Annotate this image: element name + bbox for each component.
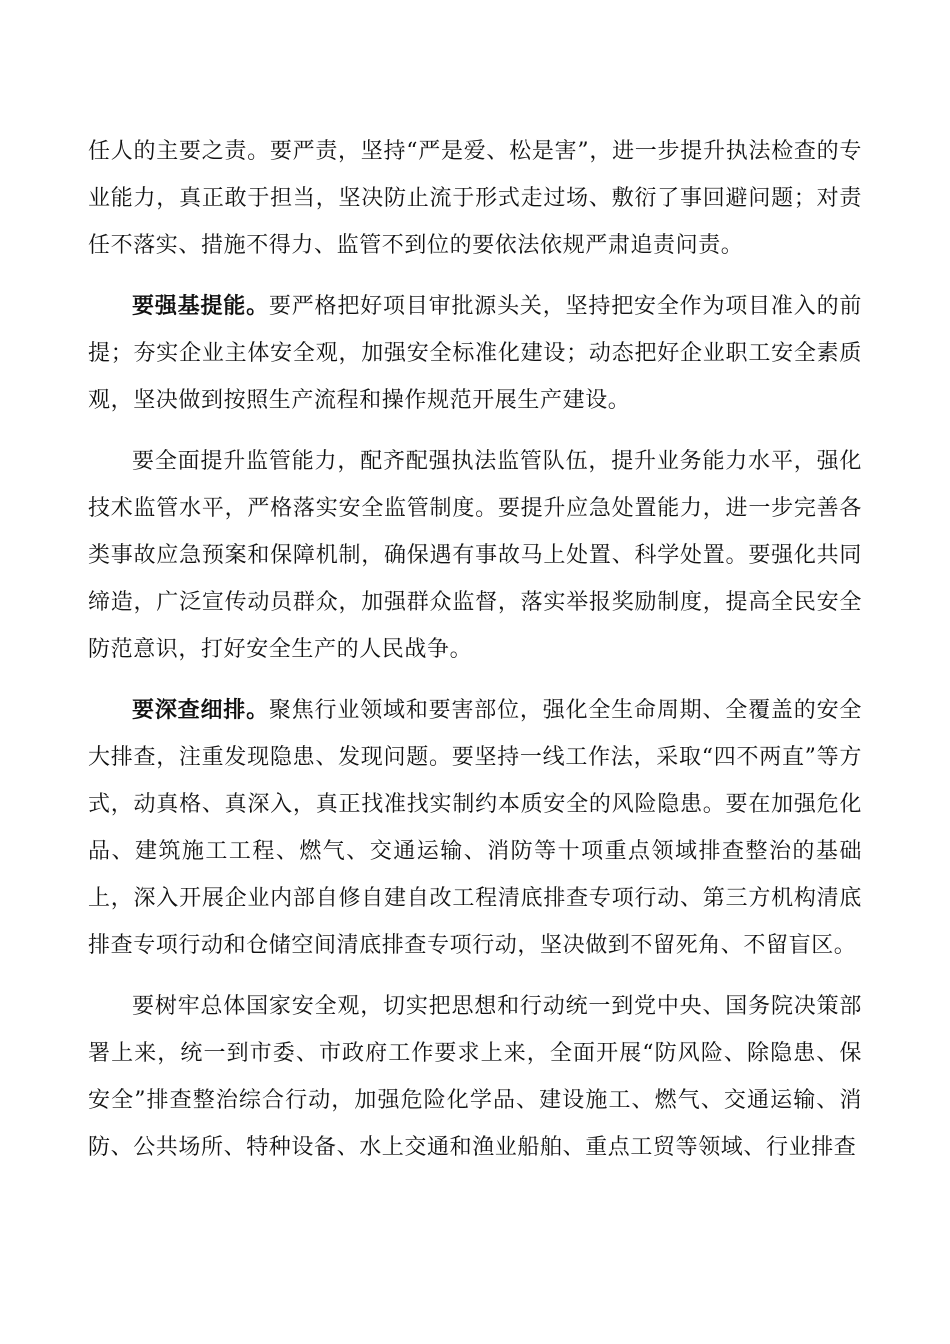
- document-body: [88, 128, 862, 1185]
- paragraph-4-text: 聚焦行业领域和要害部位，强化全生命周期、全覆盖的安全大排查，注重发现隐患、发现问题。要坚持一线工作法，采取“四不两直”等方式，动真格、真深入，真正找准找实制约本质安全的风险隐患。要在加强危化品、建筑施工工程、燃气、交通运输、消防等十项重点领域排查整治的基础上，深入开展企业内部自修自建自改工程清底排查专项行动、第三方机构清底排查专项行动和仓储空间清底排查专项行动，坚决做到不留死角、不留盲区。: [88, 698, 862, 958]
- paragraph-2-lead: 要强基提能。: [132, 294, 269, 319]
- paragraph-5-text: 要树牢总体国家安全观，切实把思想和行动统一到党中央、国务院决策部署上来，统一到市委、市政府工作要求上来，全面开展“防风险、除隐患、保安全”排查整治综合行动，加强危险化学品、建设施工、燃气、交通运输、消防、公共场所、特种设备、水上交通和渔业船舶、重点工贸等领域、行业排查: [88, 994, 862, 1160]
- paragraph-3: [88, 438, 862, 673]
- paragraph-5: [88, 983, 862, 1171]
- paragraph-3-text: 要全面提升监管能力，配齐配强执法监管队伍，提升业务能力水平，强化技术监管水平，严格落实安全监管制度。要提升应急处置能力，进一步完善各类事故应急预案和保障机制，确保遇有事故马上处置、科学处置。要强化共同缔造，广泛宣传动员群众，加强群众监督，落实举报奖励制度，提高全民安全防范意识，打好安全生产的人民战争。: [88, 449, 862, 662]
- paragraph-1-text: 任人的主要之责。要严责，坚持“严是爱、松是害”，进一步提升执法检查的专业能力，真正敢于担当，坚决防止流于形式走过场、敷衍了事回避问题；对责任不落实、措施不得力、监管不到位的要依法依规严肃追责问责。: [88, 139, 862, 258]
- paragraph-4-lead: 要深查细排。: [132, 698, 269, 723]
- paragraph-1: [88, 128, 862, 269]
- paragraph-2-text: 要严格把好项目审批源头关，坚持把安全作为项目准入的前提；夯实企业主体安全观，加强安全标准化建设；动态把好企业职工安全素质观，坚决做到按照生产流程和操作规范开展生产建设。: [88, 294, 862, 413]
- paragraph-2: [88, 283, 862, 424]
- paragraph-4: [88, 687, 862, 969]
